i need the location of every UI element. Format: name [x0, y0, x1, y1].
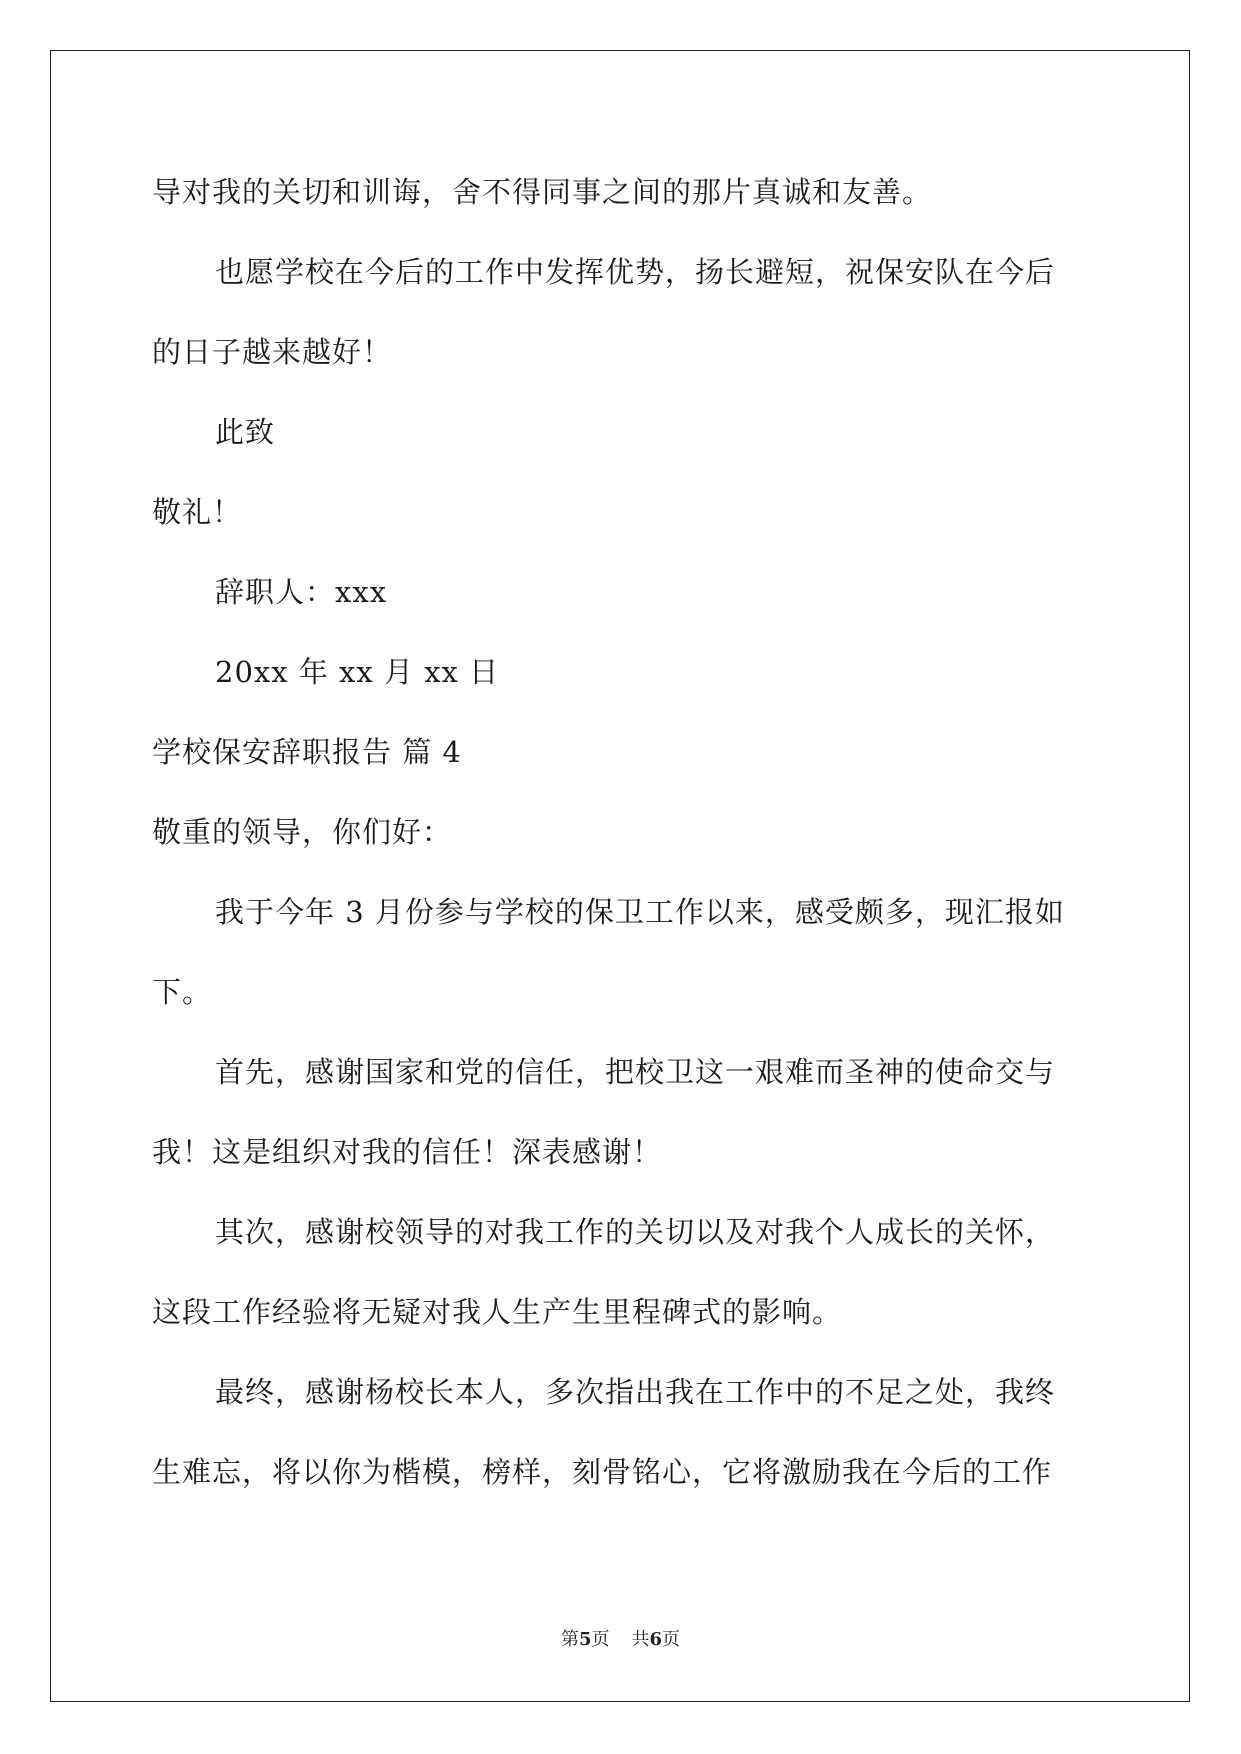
text-line-9: 敬重的领导，你们好：: [152, 815, 453, 849]
text-line-1: 导对我的关切和训诲，舍不得同事之间的那片真诚和友善。: [152, 175, 933, 209]
text-line-16: 最终，感谢杨校长本人，多次指出我在工作中的不足之处，我终: [215, 1375, 1056, 1409]
text-line-15: 这段工作经验将无疑对我人生产生里程碑式的影响。: [152, 1295, 843, 1329]
page-footer: [0, 1628, 1241, 1652]
current-page-number: 5: [578, 1629, 592, 1650]
total-pages-number: 6: [649, 1629, 663, 1650]
text-line-11: 下。: [152, 975, 213, 1009]
total-prefix: 共: [631, 1629, 650, 1650]
text-line-4: 此致: [215, 415, 276, 449]
total-suffix: 页: [662, 1629, 681, 1650]
text-line-3: 的日子越来越好！: [152, 335, 393, 369]
text-line-6: 辞职人：xxx: [215, 575, 388, 609]
text-line-10: 我于今年 3 月份参与学校的保卫工作以来，感受颇多，现汇报如: [215, 895, 1065, 929]
text-line-2: 也愿学校在今后的工作中发挥优势，扬长避短，祝保安队在今后: [215, 255, 1056, 289]
page-suffix: 页: [591, 1629, 610, 1650]
text-line-17: 生难忘，将以你为楷模，榜样，刻骨铭心，它将激励我在今后的工作: [152, 1455, 1053, 1489]
text-line-13: 我！这是组织对我的信任！深表感谢！: [152, 1135, 663, 1169]
text-line-5: 敬礼！: [152, 495, 243, 529]
text-line-12: 首先，感谢国家和党的信任，把校卫这一艰难而圣神的使命交与: [215, 1055, 1056, 1089]
section-heading: 学校保安辞职报告 篇 4: [152, 735, 462, 769]
text-line-14: 其次，感谢校领导的对我工作的关切以及对我个人成长的关怀，: [215, 1215, 1056, 1249]
text-line-7: 20xx 年 xx 月 xx 日: [215, 655, 500, 689]
page-prefix: 第: [560, 1629, 579, 1650]
